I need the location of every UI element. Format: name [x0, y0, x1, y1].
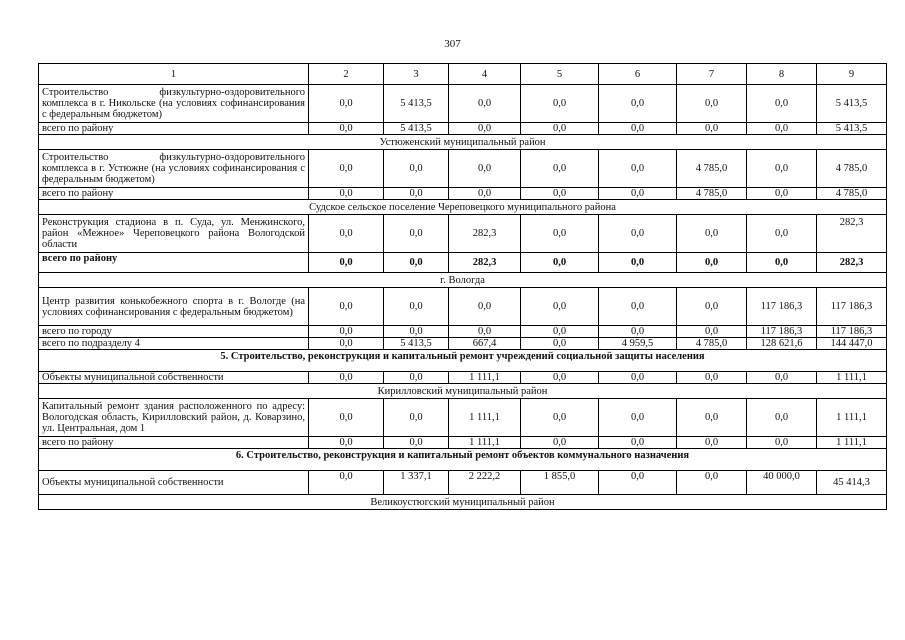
- page-number: 307: [444, 38, 461, 50]
- cell-value: 0,0: [747, 253, 817, 273]
- cell-value: 0,0: [677, 471, 747, 495]
- row-name: Объекты муниципальной собственности: [39, 372, 309, 384]
- cell-value: 144 447,0: [817, 338, 887, 350]
- cell-value: 5 413,5: [384, 338, 449, 350]
- section-title: г. Вологда: [39, 273, 887, 288]
- cell-value: 0,0: [521, 150, 599, 188]
- cell-value: 4 785,0: [677, 338, 747, 350]
- table-row: [39, 123, 887, 135]
- row-name: Центр развития конькобежного спорта в г. Вологде (на условиях софинансирования с федеральным бюджетом): [39, 288, 309, 326]
- cell-value: 0,0: [309, 437, 384, 449]
- table-row: [39, 326, 887, 338]
- section-title: 6. Строительство, реконструкция и капитальный ремонт объектов коммунального назначения: [39, 449, 887, 471]
- cell-value: 0,0: [747, 372, 817, 384]
- cell-value: 282,3: [449, 253, 521, 273]
- row-name: Капитальный ремонт здания расположенного по адресу: Вологодская область, Кирилловский район, д. Коварзино, ул. Центральная, дом 1: [39, 399, 309, 437]
- cell-value: 667,4: [449, 338, 521, 350]
- column-header: 9: [817, 64, 887, 85]
- cell-value: 0,0: [384, 437, 449, 449]
- header-row: [39, 64, 887, 85]
- cell-value: 4 959,5: [599, 338, 677, 350]
- column-header: 5: [521, 64, 599, 85]
- cell-value: 1 855,0: [521, 471, 599, 495]
- column-header: 3: [384, 64, 449, 85]
- cell-value: 40 000,0: [747, 471, 817, 495]
- section-row: [39, 135, 887, 150]
- cell-value: 0,0: [309, 150, 384, 188]
- cell-value: 5 413,5: [817, 123, 887, 135]
- cell-value: 117 186,3: [817, 326, 887, 338]
- table-row: [39, 215, 887, 253]
- section-row: [39, 350, 887, 372]
- cell-value: 0,0: [449, 288, 521, 326]
- cell-value: 1 111,1: [817, 437, 887, 449]
- cell-value: 0,0: [309, 326, 384, 338]
- cell-value: 0,0: [449, 326, 521, 338]
- section-row: [39, 384, 887, 399]
- cell-value: 0,0: [599, 437, 677, 449]
- cell-value: 0,0: [309, 399, 384, 437]
- cell-value: 0,0: [599, 150, 677, 188]
- cell-value: 0,0: [521, 123, 599, 135]
- row-name: всего по подразделу 4: [39, 338, 309, 350]
- cell-value: 0,0: [599, 215, 677, 253]
- cell-value: 0,0: [599, 326, 677, 338]
- cell-value: 0,0: [521, 288, 599, 326]
- cell-value: 117 186,3: [747, 288, 817, 326]
- cell-value: 0,0: [309, 372, 384, 384]
- cell-value: 0,0: [384, 326, 449, 338]
- cell-value: 0,0: [599, 471, 677, 495]
- table-row: [39, 471, 887, 495]
- cell-value: 282,3: [817, 215, 887, 253]
- cell-value: 0,0: [521, 85, 599, 123]
- cell-value: 4 785,0: [817, 150, 887, 188]
- cell-value: 4 785,0: [677, 150, 747, 188]
- cell-value: 5 413,5: [817, 85, 887, 123]
- cell-value: 0,0: [384, 288, 449, 326]
- cell-value: 0,0: [449, 150, 521, 188]
- cell-value: 0,0: [747, 215, 817, 253]
- cell-value: 0,0: [521, 338, 599, 350]
- row-name: всего по району: [39, 437, 309, 449]
- cell-value: 0,0: [384, 150, 449, 188]
- cell-value: 1 111,1: [449, 399, 521, 437]
- section-title: Судское сельское поселение Череповецкого муниципального района: [39, 200, 887, 215]
- cell-value: 0,0: [599, 399, 677, 437]
- cell-value: 0,0: [521, 437, 599, 449]
- cell-value: 1 111,1: [817, 399, 887, 437]
- cell-value: 0,0: [521, 399, 599, 437]
- cell-value: 0,0: [677, 215, 747, 253]
- cell-value: 0,0: [677, 253, 747, 273]
- cell-value: 0,0: [599, 288, 677, 326]
- cell-value: 0,0: [449, 188, 521, 200]
- table-row: [39, 253, 887, 273]
- cell-value: 0,0: [384, 372, 449, 384]
- table-row: [39, 338, 887, 350]
- cell-value: 0,0: [677, 123, 747, 135]
- cell-value: 0,0: [521, 326, 599, 338]
- cell-value: 0,0: [747, 188, 817, 200]
- cell-value: 0,0: [309, 288, 384, 326]
- cell-value: 0,0: [384, 253, 449, 273]
- table-row: [39, 372, 887, 384]
- cell-value: 0,0: [309, 253, 384, 273]
- column-header: 7: [677, 64, 747, 85]
- cell-value: 0,0: [449, 85, 521, 123]
- row-name: всего по району: [39, 188, 309, 200]
- row-name: Строительство физкультурно-оздоровительного комплекса в г. Устюжне (на условиях софинансирования с федеральным бюджетом): [39, 150, 309, 188]
- cell-value: 128 621,6: [747, 338, 817, 350]
- cell-value: 0,0: [521, 188, 599, 200]
- cell-value: 5 413,5: [384, 85, 449, 123]
- row-name: Реконструкция стадиона в п. Суда, ул. Менжинского, район «Межное» Череповецкого района Вологодской области: [39, 215, 309, 253]
- table-row: [39, 288, 887, 326]
- table-row: [39, 188, 887, 200]
- cell-value: 0,0: [521, 372, 599, 384]
- section-title: 5. Строительство, реконструкция и капитальный ремонт учреждений социальной защиты населения: [39, 350, 887, 372]
- row-name: всего по району: [39, 253, 309, 273]
- cell-value: 117 186,3: [747, 326, 817, 338]
- section-title: Кирилловский муниципальный район: [39, 384, 887, 399]
- section-row: [39, 273, 887, 288]
- cell-value: 0,0: [677, 326, 747, 338]
- cell-value: 0,0: [384, 399, 449, 437]
- cell-value: 0,0: [521, 253, 599, 273]
- cell-value: 0,0: [747, 85, 817, 123]
- cell-value: 0,0: [384, 215, 449, 253]
- cell-value: 0,0: [449, 123, 521, 135]
- cell-value: 0,0: [599, 85, 677, 123]
- section-row: [39, 449, 887, 471]
- cell-value: 1 337,1: [384, 471, 449, 495]
- table-row: [39, 437, 887, 449]
- row-name: всего по городу: [39, 326, 309, 338]
- cell-value: 5 413,5: [384, 123, 449, 135]
- column-header: 2: [309, 64, 384, 85]
- section-title: Устюженский муниципальный район: [39, 135, 887, 150]
- cell-value: 45 414,3: [817, 471, 887, 495]
- column-header: 1: [39, 64, 309, 85]
- column-header: 8: [747, 64, 817, 85]
- row-name: Строительство физкультурно-оздоровительного комплекса в г. Никольске (на условиях софинансирования с федеральным бюджетом): [39, 85, 309, 123]
- column-header: 4: [449, 64, 521, 85]
- cell-value: 4 785,0: [817, 188, 887, 200]
- cell-value: 0,0: [309, 123, 384, 135]
- table-row: [39, 150, 887, 188]
- section-row: [39, 495, 887, 510]
- cell-value: 0,0: [599, 123, 677, 135]
- row-name: всего по району: [39, 123, 309, 135]
- cell-value: 0,0: [747, 123, 817, 135]
- cell-value: 0,0: [677, 85, 747, 123]
- cell-value: 0,0: [384, 188, 449, 200]
- cell-value: 2 222,2: [449, 471, 521, 495]
- cell-value: 0,0: [599, 253, 677, 273]
- cell-value: 117 186,3: [817, 288, 887, 326]
- cell-value: 0,0: [747, 150, 817, 188]
- cell-value: 1 111,1: [449, 437, 521, 449]
- table-row: [39, 85, 887, 123]
- budget-table: [38, 63, 887, 510]
- cell-value: 0,0: [309, 188, 384, 200]
- cell-value: 0,0: [599, 188, 677, 200]
- section-title: Великоустюгский муниципальный район: [39, 495, 887, 510]
- cell-value: 0,0: [599, 372, 677, 384]
- cell-value: 1 111,1: [817, 372, 887, 384]
- row-name: Объекты муниципальной собственности: [39, 471, 309, 495]
- cell-value: 282,3: [817, 253, 887, 273]
- cell-value: 282,3: [449, 215, 521, 253]
- column-header: 6: [599, 64, 677, 85]
- cell-value: 0,0: [677, 437, 747, 449]
- cell-value: 4 785,0: [677, 188, 747, 200]
- table-row: [39, 399, 887, 437]
- cell-value: 0,0: [309, 471, 384, 495]
- cell-value: 1 111,1: [449, 372, 521, 384]
- cell-value: 0,0: [309, 215, 384, 253]
- cell-value: 0,0: [309, 85, 384, 123]
- section-row: [39, 200, 887, 215]
- cell-value: 0,0: [677, 399, 747, 437]
- cell-value: 0,0: [747, 399, 817, 437]
- cell-value: 0,0: [677, 372, 747, 384]
- cell-value: 0,0: [309, 338, 384, 350]
- cell-value: 0,0: [521, 215, 599, 253]
- cell-value: 0,0: [747, 437, 817, 449]
- cell-value: 0,0: [677, 288, 747, 326]
